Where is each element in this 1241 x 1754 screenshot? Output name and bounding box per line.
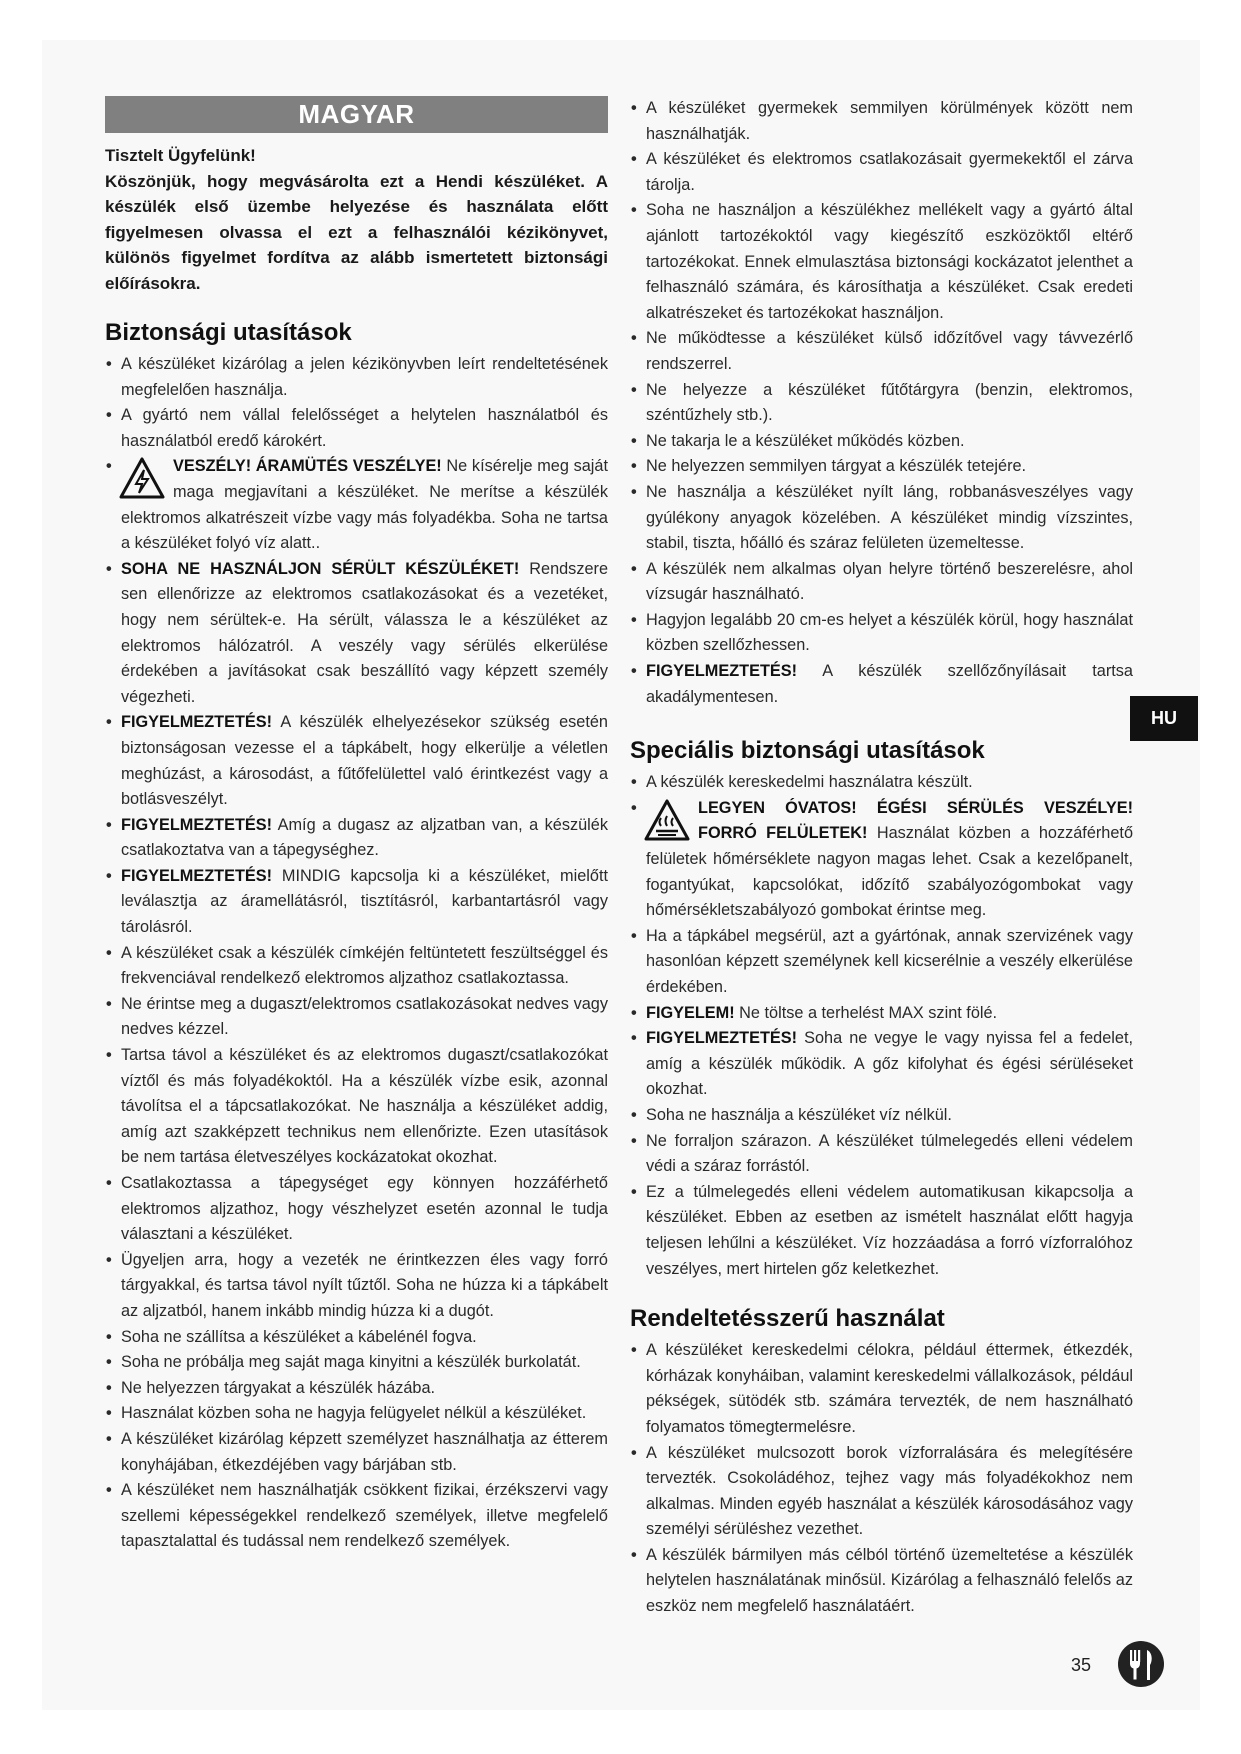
list-item: [105, 403, 608, 454]
bullet: •: [631, 1182, 637, 1201]
list-item: [630, 1026, 1133, 1103]
warning-prefix: FIGYELMEZTETÉS!: [121, 866, 273, 885]
bullet: •: [631, 201, 637, 220]
warning-prefix: FIGYELMEZTETÉS!: [646, 1029, 798, 1048]
item-text: A készülék kereskedelmi használatra készült.: [646, 773, 973, 792]
item-text: A készüléket kereskedelmi célokra, például éttermek, étkezdék, kórházak konyháiban, valamint kereskedelmi vállalkozások, például pékségek, sütödék stb. számára tervezték, de nem használható folyamatos tömegtermelésre.: [646, 1341, 1133, 1436]
list-item: [630, 1543, 1133, 1620]
language-header: MAGYAR: [105, 96, 608, 133]
bullet: •: [631, 559, 637, 578]
item-text: A készülék bármilyen más célból történő üzemeltetése a készülék helytelen használatának minősül. Kizárólag a felhasználó felelős az eszköz nem megfelelő használatáért.: [646, 1545, 1133, 1616]
warning-prefix: VESZÉLY! ÁRAMÜTÉS VESZÉLYE!: [173, 457, 442, 476]
bullet: •: [106, 406, 112, 425]
list-item: [105, 1248, 608, 1325]
list-item: [630, 770, 1133, 796]
item-text: A gyártó nem vállal felelősséget a helytelen használatból és használatból eredő károkért.: [121, 406, 608, 450]
item-text: Ne használja a készüléket nyílt láng, robbanásveszélyes vagy gyúlékony anyagok közelében. A készüléket mindig vízszintes, stabil, tiszta, hőálló és száraz felületen üzemeltesse.: [646, 482, 1133, 553]
item-text: A készüléket kizárólag képzett személyzet használhatja az étterem konyhájában, étkezdéjében vagy bárjában stb.: [121, 1429, 608, 1474]
bullet: •: [631, 926, 637, 945]
item-text: Ne helyezzen tárgyakat a készülék házába.: [121, 1378, 436, 1397]
bullet: •: [106, 1327, 112, 1346]
list-item: [105, 941, 608, 992]
list-item: [105, 454, 608, 556]
list-item: [630, 1338, 1133, 1440]
item-text: Soha ne szállítsa a készüléket a kábelénél fogva.: [121, 1327, 477, 1346]
list-item: [105, 864, 608, 941]
electric-hazard-icon: [119, 456, 165, 500]
bullet: •: [106, 1378, 112, 1397]
list-item: [630, 608, 1133, 659]
bullet: •: [106, 1174, 112, 1192]
right-column: [630, 96, 1133, 1620]
list-item: [105, 813, 608, 864]
bullet: •: [631, 1545, 637, 1564]
bullet: •: [631, 380, 637, 399]
item-text: MINDIG kapcsolja ki a készüléket, mielőtt leválasztja az áramellátásról, tisztításról, karbantartásról vagy tárolásról.: [121, 866, 608, 937]
bullet: •: [631, 329, 637, 348]
item-text: Tartsa távol a készüléket és az elektromos dugaszt/csatlakozókat víztől és más folyadékoktól. Ha a készülék vízbe esik, azonnal távolítsa el a tápcsatlakozókat. Ne használja a készüléket addig, amíg azt szakképzett technikus nem ellenőrizte. Ezen utasítások be nem tartása életveszélyes kockázatokat okozhat.: [121, 1046, 608, 1167]
list-item: [630, 454, 1133, 480]
hendi-cutlery-logo-icon: [1117, 1640, 1165, 1688]
bullet: •: [631, 457, 637, 476]
item-text: Hagyjon legalább 20 cm-es helyet a készülék körül, hogy használat közben szellőzhessen.: [646, 610, 1133, 655]
list-item: [105, 1350, 608, 1376]
item-text: Soha ne vegye le vagy nyissa fel a fedelet, amíg a készülék működik. A gőz kifolyhat és égési sérüléseket okozhat.: [646, 1029, 1133, 1099]
item-text: Soha ne próbálja meg saját maga kinyitni a készülék burkolatát.: [121, 1353, 581, 1372]
item-text: A készüléket gyermekek semmilyen körülmények között nem használhatják.: [646, 99, 1133, 143]
list-item: [105, 1478, 608, 1555]
item-text: A készüléket nem használhatják csökkent fizikai, érzékszervi vagy szellemi képességekkel rendelkező személyek, illetve megfelelő tapasztalattal és tudással nem rendelkező személyek.: [121, 1481, 608, 1551]
bullet: •: [631, 1029, 637, 1048]
bullet: •: [106, 355, 112, 373]
warning-prefix: FIGYELMEZTETÉS!: [121, 815, 273, 834]
bullet: •: [631, 662, 637, 681]
bullet: •: [106, 1481, 112, 1500]
safety-list: [105, 352, 608, 1555]
list-item: [630, 147, 1133, 198]
list-item: [630, 96, 1133, 147]
item-text: Ne takarja le a készüléket működés közben.: [646, 431, 965, 450]
bullet: •: [106, 943, 112, 962]
bullet: •: [106, 1353, 112, 1372]
bullet: •: [106, 994, 112, 1013]
section-title-intended-use: Rendeltetésszerű használat: [630, 1305, 945, 1333]
item-text: Ne helyezzen semmilyen tárgyat a készülék tetejére.: [646, 457, 1027, 476]
bullet: •: [631, 1131, 637, 1150]
list-item: [630, 198, 1133, 326]
intended-use-list: [630, 1338, 1133, 1620]
item-text: A készüléket mulcsozott borok vízforralására és melegítésére tervezték. Csokoládéhoz, tejhez vagy más folyadékokhoz nem alkalmas. Minden egyéb használat a készülék károsodásához vagy személyi sérüléshez vezethet.: [646, 1443, 1133, 1539]
bullet: •: [631, 610, 637, 629]
item-text: Csatlakoztassa a tápegységet egy könnyen hozzáférhető elektromos aljzathoz, hogy vészhelyzet esetén azonnal le tudja választani a készüléket.: [121, 1174, 608, 1244]
bullet: •: [106, 815, 112, 834]
greeting: Tisztelt Ügyfelünk!: [105, 146, 256, 165]
bullet: •: [106, 559, 112, 578]
list-item: [105, 992, 608, 1043]
warning-prefix: FIGYELMEZTETÉS!: [646, 662, 798, 681]
item-text: Ne kísérelje meg saját maga megjavítani a készüléket. Ne merítse a készülék elektromos alkatrészeit vízbe vagy más folyadékba. Soha ne tartsa a készüléket folyó víz alatt..: [121, 457, 608, 553]
item-text: Használat közben soha ne hagyja felügyelet nélkül a készüléket.: [121, 1404, 587, 1423]
item-text: A készülék szellőzőnyílásait tartsa akadálymentesen.: [646, 662, 1133, 706]
item-text: Ne működtesse a készüléket külső időzítővel vagy távvezérlő rendszerrel.: [646, 329, 1133, 373]
item-text: Ne érintse meg a dugaszt/elektromos csatlakozásokat nedves vagy nedves kézzel.: [121, 994, 608, 1039]
list-item: [105, 1171, 608, 1248]
special-safety-list: [630, 770, 1133, 1282]
warning-prefix: FIGYELEM!: [646, 1003, 735, 1022]
bullet: •: [631, 99, 637, 117]
list-item: [105, 557, 608, 711]
item-text: Soha ne használja a készüléket víz nélkül.: [646, 1105, 952, 1124]
item-text: Ha a tápkábel megsérül, azt a gyártónak, annak szervizének vagy hasonlóan képzett személynek kell kicserélnie a veszély elkerülése érdekében.: [646, 926, 1133, 996]
bullet: •: [106, 713, 112, 732]
list-item: [630, 659, 1133, 710]
item-text: Ne töltse a terhelést MAX szint fölé.: [734, 1003, 998, 1022]
item-text: Használat közben a hozzáférhető felületek hőmérséklete nagyon magas lehet. Csak a kezelőpanelt, fogantyúkat, kapcsolókat, időzítő szabályozógombokat vagy hőmérsékletszabályozó gombokat érintse meg.: [646, 824, 1133, 920]
language-tab: HU: [1130, 696, 1198, 741]
item-text: Ez a túlmelegedés elleni védelem automatikusan kikapcsolja a készüléket. Ebben az esetben az ismételt használat előtt hagyja teljesen lehűlni a készüléket. Víz hozzáadása a forró vízforralóhoz veszélyes, mert hirtelen gőz keletkezhet.: [646, 1182, 1133, 1278]
list-item: [630, 378, 1133, 429]
bullet: •: [631, 1443, 637, 1462]
list-item: [630, 1129, 1133, 1180]
list-item: [105, 1325, 608, 1351]
left-column: [105, 96, 608, 1555]
list-item: [630, 557, 1133, 608]
bullet: •: [631, 1341, 637, 1360]
bullet: •: [631, 1003, 637, 1022]
list-item: [630, 480, 1133, 557]
list-item: [105, 1376, 608, 1402]
bullet: •: [631, 482, 637, 501]
intro-text: Köszönjük, hogy megvásárolta ezt a Hendi készüléket. A készülék első üzembe helyezése és használata előtt figyelmesen olvassa el ezt a felhasználói kézikönyvet, különös figyelmet fordítva az alább ismertetett biztonsági előírásokra.: [105, 171, 608, 293]
bullet: •: [106, 457, 112, 476]
bullet: •: [106, 1429, 112, 1448]
list-item: [630, 1441, 1133, 1543]
list-item: [630, 1103, 1133, 1129]
list-item: [630, 924, 1133, 1001]
item-text: A készüléket és elektromos csatlakozásait gyermekektől el zárva tárolja.: [646, 150, 1133, 194]
list-item: [630, 796, 1133, 924]
warning-prefix: FIGYELMEZTETÉS!: [121, 713, 273, 732]
bullet: •: [106, 1404, 112, 1423]
list-item: [630, 429, 1133, 455]
item-text: Ügyeljen arra, hogy a vezeték ne érintkezzen éles vagy forró tárgyakkal, és tartsa távol nyílt tűztől. Soha ne húzza ki a tápkábelt az aljzatból, hanem inkább mindig húzza ki a dugót.: [121, 1250, 608, 1320]
section-title-safety: Biztonsági utasítások: [105, 319, 352, 346]
bullet: •: [106, 866, 112, 885]
list-item: [105, 1427, 608, 1478]
bullet: •: [631, 1105, 637, 1124]
bullet: •: [106, 1250, 112, 1269]
bullet: •: [631, 431, 637, 450]
list-item: [630, 1001, 1133, 1027]
item-text: Soha ne használjon a készülékhez mellékelt vagy a gyártó által ajánlott tartozékoktól vagy kiegészítő eszközöktől eltérő tartozékokat. Ennek elmulasztása biztonsági kockázatot jelenthet a felhasználó számára, és károsíthatja a készüléket. Csak eredeti alkatrészeket és tartozékokat használjon.: [646, 201, 1133, 322]
item-text: A készüléket csak a készülék címkéjén feltüntetett feszültséggel és frekvenciával rendelkező elektromos aljzathoz csatlakoztassa.: [121, 943, 608, 988]
item-text: Ne forraljon szárazon. A készüléket túlmelegedés elleni védelem védi a száraz forrástól.: [646, 1131, 1133, 1176]
hot-surface-icon: [644, 798, 690, 842]
bullet: •: [631, 150, 637, 169]
list-item: [630, 1180, 1133, 1282]
bullet: •: [106, 1046, 112, 1065]
section-title-special-safety: Speciális biztonsági utasítások: [630, 737, 985, 765]
list-item: [105, 1043, 608, 1171]
list-item: [630, 326, 1133, 377]
item-text: Amíg a dugasz az aljzatban van, a készülék csatlakoztatva van a tápegységhez.: [121, 815, 608, 860]
bullet: •: [631, 773, 637, 792]
safety-list-continued: [630, 96, 1133, 710]
page-number: 35: [1071, 1655, 1092, 1675]
item-text: A készülék elhelyezésekor szükség esetén biztonságosan vezesse el a tápkábelt, hogy elkerülje a véletlen meghúzást, a károsodást, a fűtőfelülettel való érintkezést vagy a botlásveszélyt.: [121, 713, 608, 809]
warning-prefix: LEGYEN ÓVATOS! ÉGÉSI SÉRÜLÉS VESZÉLYE! FORRÓ FELÜLETEK!: [698, 798, 1133, 843]
warning-prefix: SOHA NE HASZNÁLJON SÉRÜLT KÉSZÜLÉKET!: [121, 559, 520, 578]
list-item: [105, 710, 608, 812]
bullet: •: [631, 798, 637, 817]
list-item: [105, 1401, 608, 1427]
item-text: A készüléket kizárólag a jelen kézikönyvben leírt rendeltetésének megfelelően használja.: [121, 355, 608, 399]
item-text: Rendszere sen ellenőrizze az elektromos csatlakozásokat és a vezetéket, hogy nem sérültek-e. Ha sérült, válassza le a készüléket az elektromos hálózatról. A veszély vagy sérülés elkerülése érdekében a javításokat csak beszállító vagy képzett személy végezheti.: [121, 559, 608, 706]
item-text: A készülék nem alkalmas olyan helyre történő beszerelésre, ahol vízsugár használható.: [646, 559, 1133, 604]
list-item: [105, 352, 608, 403]
item-text: Ne helyezze a készüléket fűtőtárgyra (benzin, elektromos, széntűzhely stb.).: [646, 380, 1133, 425]
